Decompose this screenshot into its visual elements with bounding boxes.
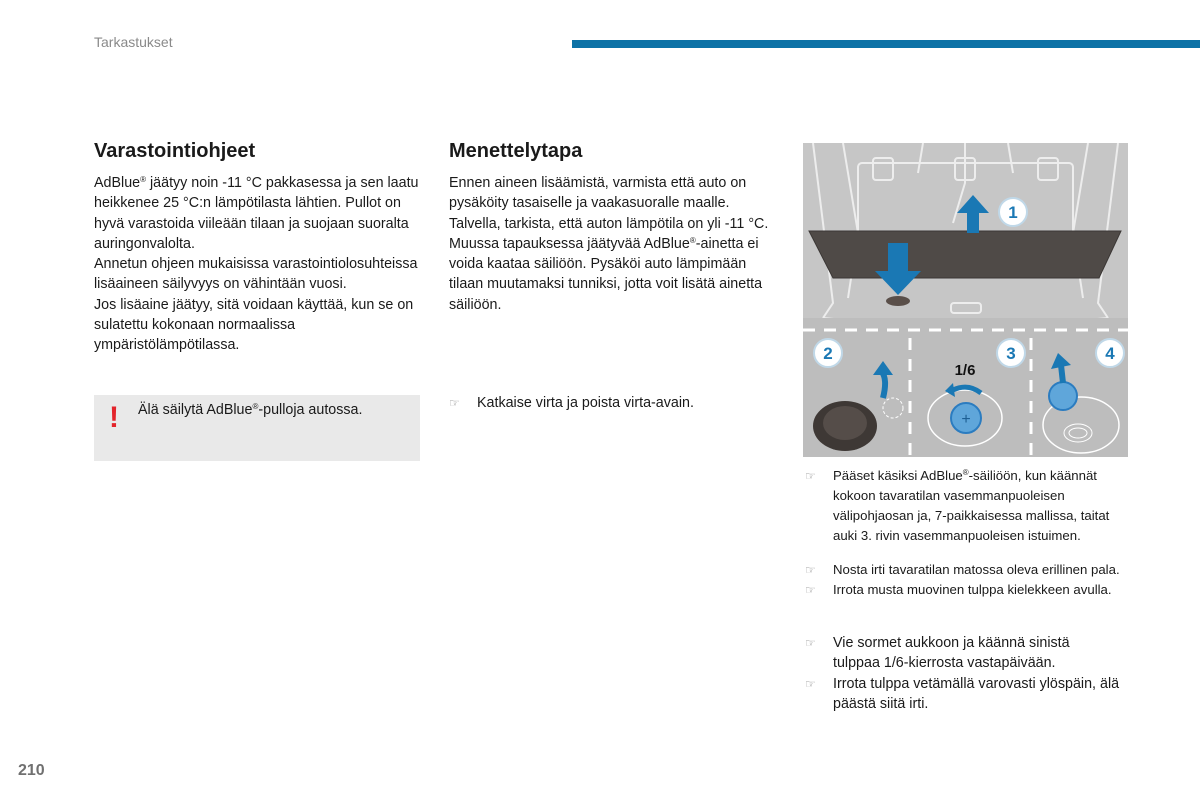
adblue-text: AdBlue xyxy=(94,175,141,191)
pointing-hand-icon: ☞ xyxy=(805,583,816,597)
step-text-pre: Pääset käsiksi AdBlue xyxy=(833,468,963,483)
step-text: Katkaise virta ja poista virta-avain. xyxy=(477,395,694,411)
step-item xyxy=(805,674,1135,714)
adblue-tank-illustration xyxy=(803,143,1128,457)
pointing-hand-icon: ☞ xyxy=(805,563,816,577)
section-label: Tarkastukset xyxy=(94,34,173,50)
step-text: Vie sormet aukkoon ja käännä sinistä tulppaa 1/6-kierrosta vastapäivään. xyxy=(833,635,1070,671)
storage-section xyxy=(94,139,424,356)
illustration-graphic xyxy=(803,143,1128,457)
svg-text:3: 3 xyxy=(1006,344,1016,363)
procedure-text-pre: Ennen aineen lisäämistä, varmista että auto on pysäköity tasaiselle ja vaakasuoralle maalle. Talvella, tarkista, että auton lämpötila on yli -11 °C. Muussa tapauksessa jäätyvää AdBlue xyxy=(449,175,769,252)
registered-mark: ® xyxy=(689,235,696,245)
pointing-hand-icon: ☞ xyxy=(805,677,816,691)
storage-paragraph-3: Jos lisäaine jäätyy, sitä voidaan käyttää, kun se on sulatettu kokonaan normaalissa ympäristölämpötilassa. xyxy=(94,296,414,354)
svg-text:2: 2 xyxy=(823,344,833,363)
svg-text:1: 1 xyxy=(1008,203,1018,222)
step-text: Nosta irti tavaratilan matossa oleva erillinen pala. xyxy=(833,562,1120,577)
pointing-hand-icon: ☞ xyxy=(805,636,816,650)
svg-text:4: 4 xyxy=(1105,344,1115,363)
header-rule xyxy=(572,40,1200,48)
procedure-paragraph xyxy=(449,173,784,315)
rotation-label: 1/6 xyxy=(954,362,976,379)
storage-title: Varastointiohjeet xyxy=(94,140,256,162)
registered-mark: ® xyxy=(252,402,259,411)
storage-text: jäätyy noin -11 °C pakkasessa ja sen laatu heikkenee 25 °C:n lämpötilasta lähtien. Pullot on hyvä varastoida viileään tilaan ja suojaan suoralta auringonvalolta. xyxy=(94,175,419,252)
warning-text-pre: Älä säilytä AdBlue xyxy=(138,402,253,418)
storage-paragraph-1 xyxy=(94,173,424,254)
storage-paragraph-2: Annetun ohjeen mukaisissa varastointiolosuhteissa lisäaineen säilyvyys on vähintään vuosi. xyxy=(94,256,418,293)
registered-mark: ® xyxy=(962,468,969,477)
step-item xyxy=(805,466,1130,546)
step-item xyxy=(805,633,1115,673)
step-text: Irrota musta muovinen tulppa kielekkeen avulla. xyxy=(833,582,1112,597)
page-number: 210 xyxy=(18,762,45,779)
warning-box xyxy=(94,395,420,461)
step-text: Irrota tulppa vetämällä varovasti ylöspäin, älä päästä siitä irti. xyxy=(833,676,1120,712)
warning-text-post: -pulloja autossa. xyxy=(258,402,363,418)
exclamation-icon: ! xyxy=(109,401,119,434)
svg-text:+: + xyxy=(961,411,971,428)
step-text xyxy=(833,466,1130,546)
procedure-title: Menettelytapa xyxy=(449,140,583,162)
pointing-hand-icon: ☞ xyxy=(805,469,816,483)
step-item xyxy=(805,560,1135,580)
step-item xyxy=(805,580,1135,600)
step-item xyxy=(449,393,779,413)
procedure-section xyxy=(449,139,784,315)
pointing-hand-icon: ☞ xyxy=(449,396,460,410)
procedure-text-post: -ainetta ei voida kaataa säiliöön. Pysäköi auto lämpimään tilaan muutamaksi tunniksi, jotta voit lisätä ainetta säiliöön. xyxy=(449,235,763,313)
registered-mark: ® xyxy=(140,175,147,184)
warning-text xyxy=(138,401,362,419)
step-text-post: -säiliöön, kun käännät kokoon tavaratilan vasemmanpuoleisen välipohjaosan ja, 7-paikkaisessa mallissa, taitat auki 3. rivin vasemmanpuoleisen istuimen. xyxy=(833,468,1110,543)
